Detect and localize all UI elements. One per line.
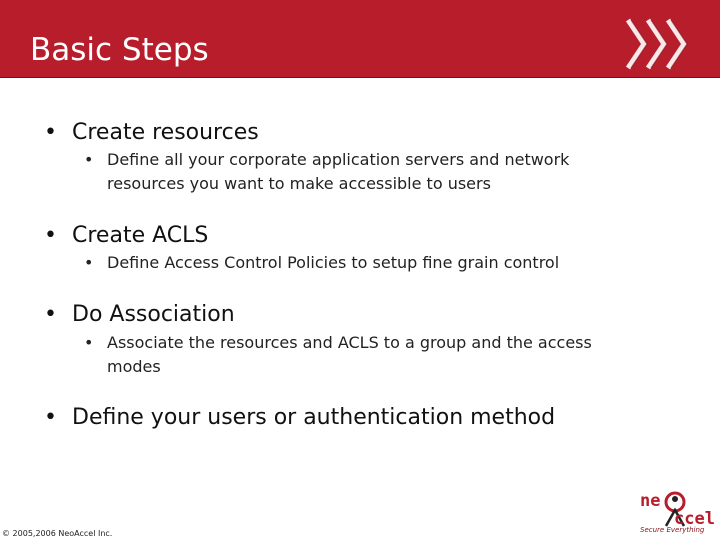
logo-text-ccel: ccel bbox=[674, 509, 715, 529]
sub-bullet-text-continued: modes bbox=[107, 357, 161, 376]
slide-title: Basic Steps bbox=[30, 32, 209, 68]
sub-bullet-text-continued: resources you want to make accessible to users bbox=[107, 174, 491, 193]
bullet-list: • Create resources • Define all your corporate application servers and network resources you want to make accessible to users • Create ACLS • Define Access Control Policies to setup fine grain control • Do Association • Associate the resources and ACLS to a group and the access modes • Define your users or authentication method bbox=[44, 120, 592, 430]
logo-text-ne: ne bbox=[640, 491, 661, 511]
bullet-text: Create ACLS bbox=[72, 223, 209, 248]
sub-bullet-text: Define Access Control Policies to setup fine grain control bbox=[107, 253, 560, 272]
sub-bullet-text: Associate the resources and ACLS to a group and the access bbox=[107, 333, 592, 352]
sub-bullet-text: Define all your corporate application servers and network bbox=[107, 150, 570, 169]
bullet-text: Do Association bbox=[72, 302, 235, 327]
logo-tagline: Secure Everything bbox=[640, 526, 705, 534]
bullet-text: Define your users or authentication method bbox=[72, 405, 556, 430]
neoaccel-logo-icon bbox=[636, 486, 720, 540]
copyright-footer: © 2005,2006 NeoAccel Inc. bbox=[2, 529, 113, 538]
bullet-text: Create resources bbox=[72, 120, 259, 145]
